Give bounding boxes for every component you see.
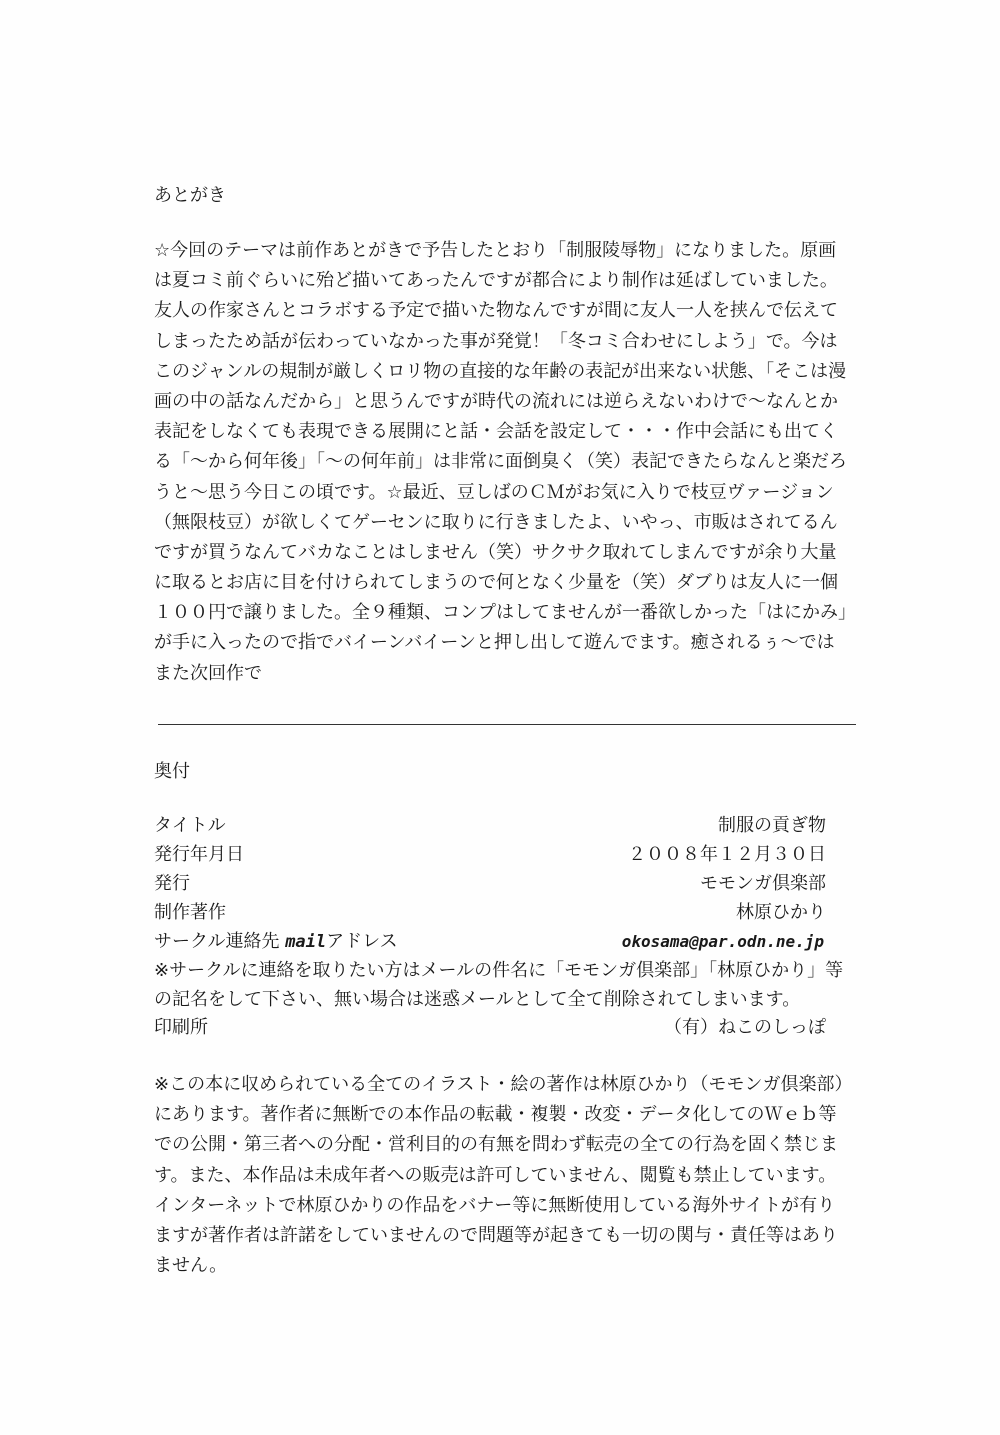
copyright-line: ません。 — [154, 1255, 228, 1277]
colophon-row-printer — [154, 1014, 826, 1043]
publisher-value: モモンガ倶楽部 — [700, 873, 826, 894]
afterword-heading: あとがき — [154, 185, 226, 206]
contact-label-mail: mail — [285, 932, 327, 952]
contact-email[interactable]: okosama@par.odn.ne.jp — [621, 932, 824, 951]
afterword-line: しまったため話が伝わっていなかった事が発覚！「冬コミ合わせにしよう」で。今は — [154, 330, 838, 352]
colophon-row-publisher — [154, 870, 826, 899]
afterword-line: また次回作で — [154, 662, 262, 684]
copyright-line: ますが著作者は許諾をしていませんので問題等が起きても一切の関与・責任等はあり — [154, 1224, 838, 1246]
afterword-line: は夏コミ前ぐらいに殆ど描いてあったんですが都合により制作は延ばしていました。 — [154, 270, 838, 292]
contact-label-prefix: サークル連絡先 — [154, 931, 286, 952]
afterword-line: が手に入ったので指でバイーンバイーンと押し出して遊んでます。癒されるぅ～では — [154, 632, 835, 654]
publisher-label: 発行 — [154, 873, 190, 894]
colophon-row-date — [154, 841, 826, 870]
afterword-line: （無限枝豆）が欲しくてゲーセンに取りに行きましたよ、いやっ、市販はされてるん — [154, 511, 838, 533]
afterword-line: に取るとお店に目を付けられてしまうので何となく少量を（笑）ダブりは友人に一個 — [154, 572, 838, 594]
afterword-body — [154, 236, 874, 689]
contact-label-suffix: アドレス — [326, 931, 398, 952]
date-label: 発行年月日 — [154, 844, 244, 865]
copyright-line: す。また、本作品は未成年者への販売は許可していません、閲覧も禁止しています。 — [154, 1164, 837, 1186]
copyright-line: ※この本に収められている全てのイラスト・絵の著作は林原ひかり（モモンガ倶楽部） — [154, 1074, 853, 1095]
contact-notice-line: ※サークルに連絡を取りたい方はメールの件名に「モモンガ倶楽部」「林原ひかり」等 — [154, 960, 844, 981]
afterword-line: ですが買うなんてバカなことはしません（笑）サクサク取れてしまんですが余り大量 — [154, 541, 837, 563]
afterword-line: このジャンルの規制が厳しくロリ物の直接的な年齢の表記が出来ない状態、「そこは漫 — [154, 360, 847, 382]
copyright-line: にあります。著作者に無断での本作品の転載・複製・改変・データ化してのＷｅｂ等 — [154, 1104, 837, 1126]
author-label: 制作著作 — [154, 902, 226, 923]
author-value: 林原ひかり — [736, 902, 826, 923]
afterword-line: 表記をしなくても表現できる展開にと話・会話を設定して・・・作中会話にも出てく — [154, 421, 838, 443]
printer-label: 印刷所 — [154, 1017, 208, 1038]
afterword-line: る「～から何年後」「～の何年前」は非常に面倒臭く（笑）表記できたらなんと楽だろ — [154, 451, 847, 473]
title-label: タイトル — [154, 815, 226, 836]
colophon-heading: 奥付 — [154, 761, 190, 782]
colophon-row-title — [154, 812, 826, 841]
copyright-line: での公開・第三者への分配・営利目的の有無を問わず転売の全ての行為を固く禁じま — [154, 1134, 838, 1156]
contact-notice-line: の記名をして下さい、無い場合は迷惑メールとして全て削除されてしまいます。 — [154, 989, 801, 1010]
title-value: 制服の貢ぎ物 — [718, 815, 826, 836]
section-divider — [158, 724, 856, 725]
copyright-line: インターネットで林原ひかりの作品をバナー等に無断使用している海外サイトが有り — [154, 1194, 836, 1216]
afterword-line: 画の中の話なんだから」と思うんですが時代の流れには逆らえないわけで～なんとか — [154, 390, 838, 412]
contact-label — [154, 928, 398, 957]
afterword-line: ☆今回のテーマは前作あとがきで予告したとおり「制服陵辱物」になりました。原画 — [154, 240, 837, 261]
colophon-row-author — [154, 899, 826, 928]
printer-value: （有）ねこのしっぽ — [664, 1017, 826, 1038]
colophon-row-contact — [154, 928, 826, 957]
afterword-line: 友人の作家さんとコラボする予定で描いた物なんですが間に友人一人を挟んで伝えて — [154, 300, 838, 322]
afterword-line: １００円で譲りました。全９種類、コンプはしてませんが一番欲しかった「はにかみ」 — [154, 602, 856, 624]
date-value: ２００８年１２月３０日 — [628, 844, 826, 865]
afterword-line: うと～思う今日この頃です。☆最近、豆しばのＣＭがお気に入りで枝豆ヴァージョン — [154, 481, 834, 503]
copyright-notice — [154, 1070, 874, 1281]
